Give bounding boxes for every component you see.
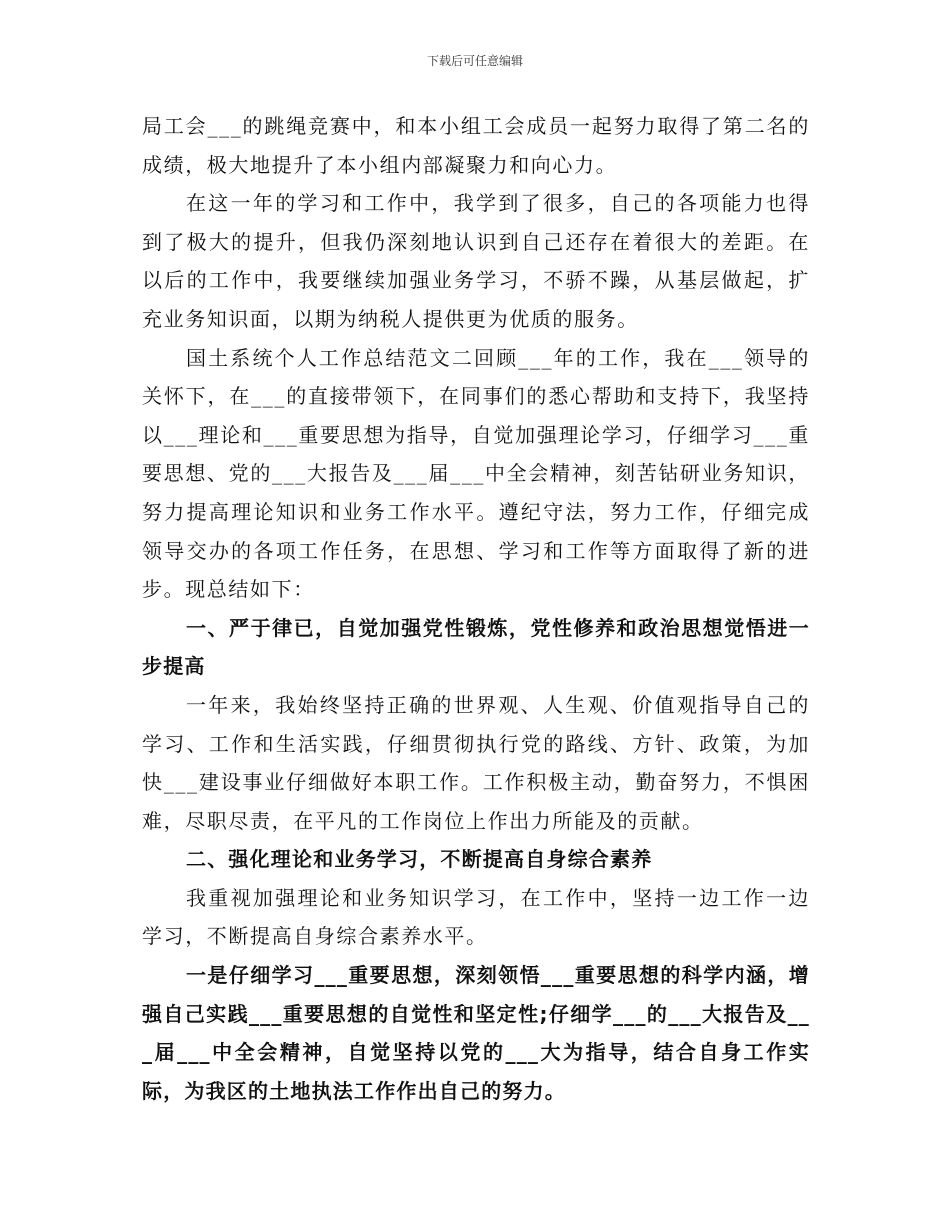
paragraph-continuation: 局工会___的跳绳竞赛中，和本小组工会成员一起努力取得了第二名的成绩，极大地提升了本小组内部凝聚力和向心力。 xyxy=(142,114,810,177)
section-heading-two: 二、强化理论和业务学习，不断提高自身综合素养 xyxy=(186,847,653,872)
paragraph-section-two: 我重视加强理论和业务知识学习，在工作中，坚持一边工作一边学习，不断提高自身综合素养水平。 xyxy=(142,885,810,949)
paragraph-reflection: 在这一年的学习和工作中，我学到了很多，自己的各项能力也得到了极大的提升，但我仍深刻地认识到自己还存在着很大的差距。在以后的工作中，我要继续加强业务学习，不骄不躁，从基层做起，扩充业务知识面，以期为纳税人提供更为优质的服务。 xyxy=(142,191,810,331)
document-body xyxy=(142,107,810,1110)
paragraph-section-one: 一年来，我始终坚持正确的世界观、人生观、价值观指导自己的学习、工作和生活实践，仔细贯彻执行党的路线、方针、政策，为加快___建设事业仔细做好本职工作。工作积极主动，勤奋努力，不惧困难，尽职尽责，在平凡的工作岗位上作出力所能及的贡献。 xyxy=(142,692,810,833)
paragraph-summary-intro: 国土系统个人工作总结范文二回顾___年的工作，我在___领导的关怀下，在___的直接带领下，在同事们的悉心帮助和支持下，我坚持以___理论和___重要思想为指导，自觉加强理论学习，仔细学习___重要思想、党的___大报告及___届___中全会精神，刻苦钻研业务知识，努力提高理论知识和业务工作水平。遵纪守法，努力工作，仔细完成领导交办的各项工作任务，在思想、学习和工作等方面取得了新的进步。现总结如下： xyxy=(142,345,810,602)
section-heading-one: 一、严于律已，自觉加强党性锻炼，党性修养和政治思想觉悟进一步提高 xyxy=(142,615,810,679)
page-header-note: 下载后可任意编辑 xyxy=(426,54,523,68)
paragraph-point-one: 一是仔细学习___重要思想，深刻领悟___重要思想的科学内涵，增强自己实践___重要思想的自觉性和坚定性;仔细学___的___大报告及___届___中全会精神，自觉坚持以党的___大为指导，结合自身工作实际，为我区的土地执法工作作出自己的努力。 xyxy=(142,963,810,1103)
